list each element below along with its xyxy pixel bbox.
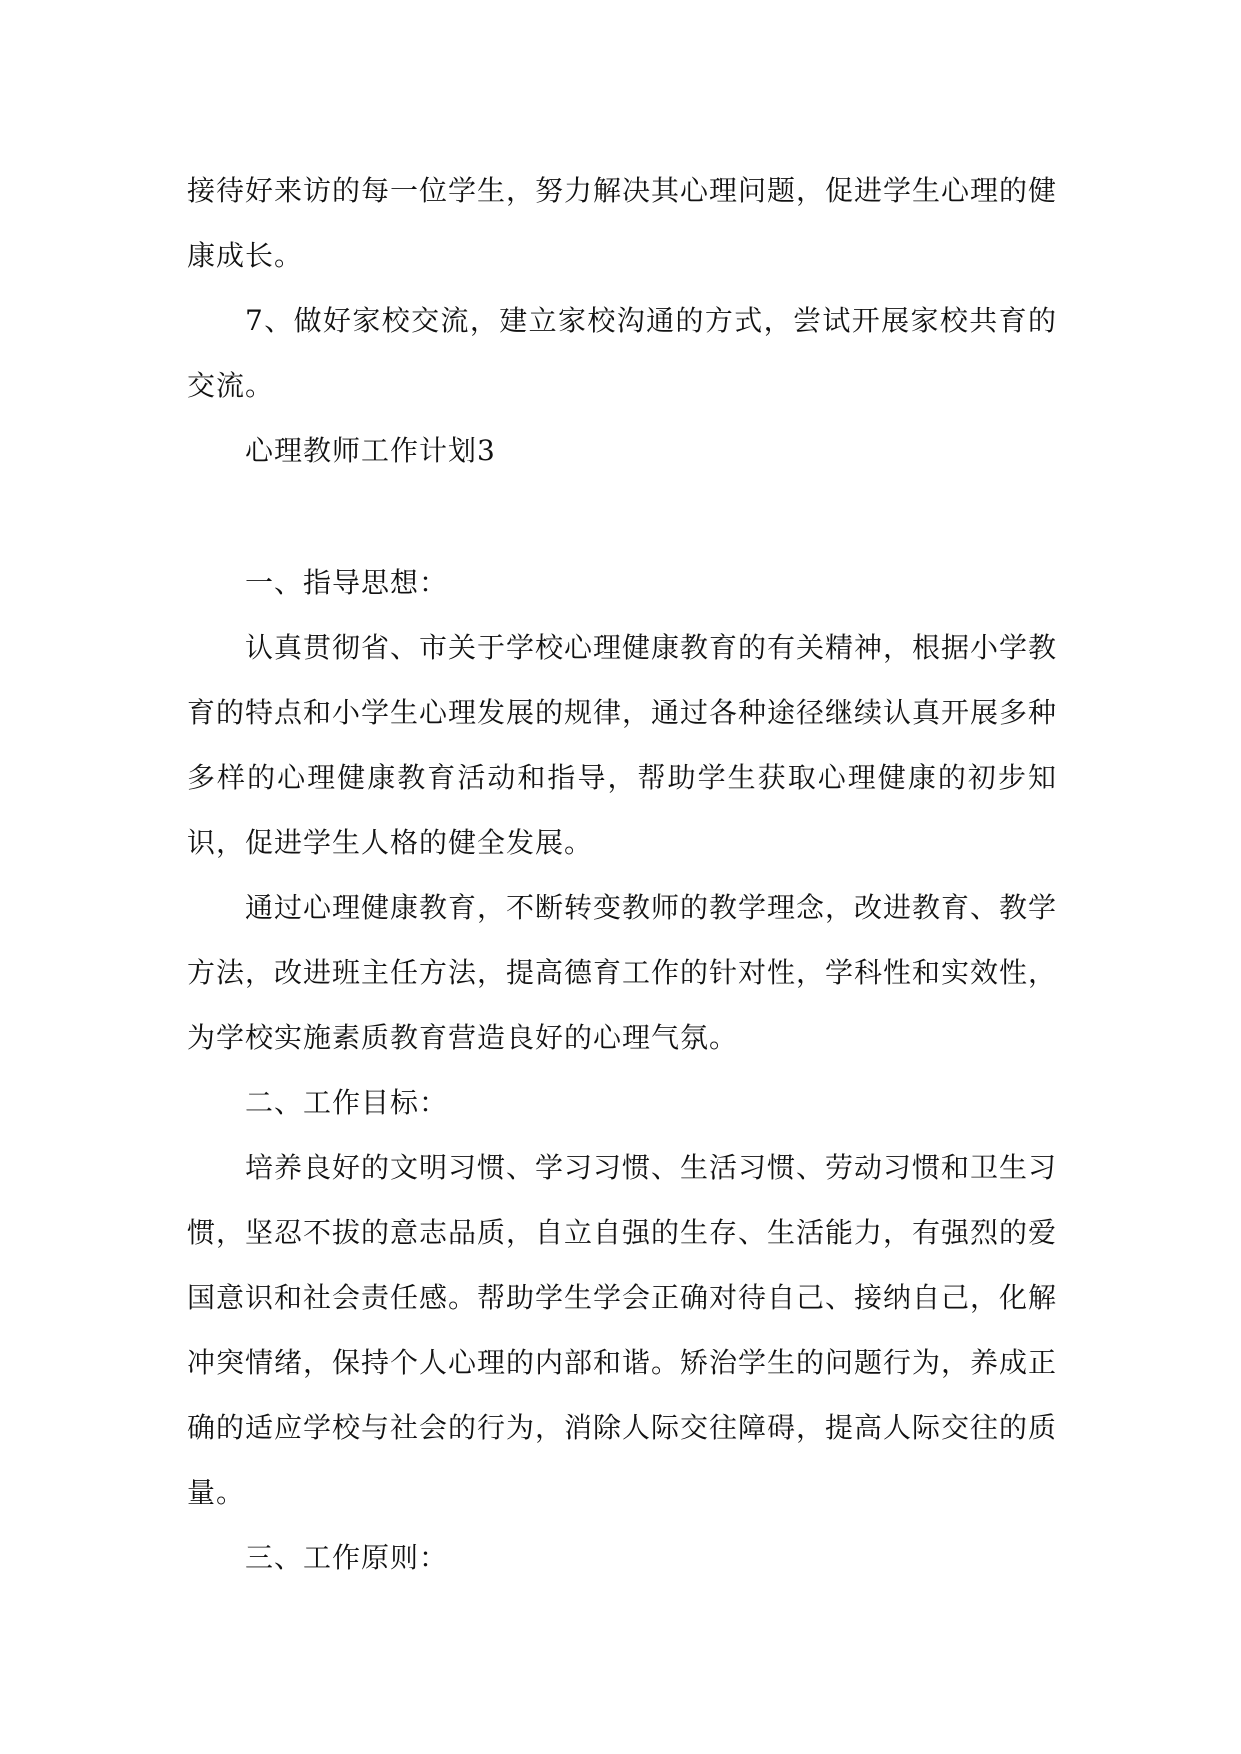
paragraph-guiding-ideology-2: 通过心理健康教育，不断转变教师的教学理念，改进教育、教学方法，改进班主任方法，提高德育工作的针对性，学科性和实效性，为学校实施素质教育营造良好的心理气氛。 [187,891,1058,1054]
paragraph-item-7: 7、做好家校交流，建立家校沟通的方式，尝试开展家校共育的交流。 [187,304,1057,402]
document-body [187,158,1057,1590]
subheading-work-principles: 三、工作原则： [245,1541,449,1574]
paragraph-guiding-ideology-1: 认真贯彻省、市关于学校心理健康教育的有关精神，根据小学教育的特点和小学生心理发展的规律，通过各种途径继续认真开展多种多样的心理健康教育活动和指导，帮助学生获取心理健康的初步知识，促进学生人格的健全发展。 [187,631,1058,859]
blank-line [187,483,1057,550]
paragraph-continuation: 接待好来访的每一位学生，努力解决其心理问题，促进学生心理的健康成长。 [187,174,1058,272]
subheading-guiding-ideology: 一、指导思想： [245,566,449,599]
paragraph-work-goals: 培养良好的文明习惯、学习习惯、生活习惯、劳动习惯和卫生习惯，坚忍不拔的意志品质，自立自强的生存、生活能力，有强烈的爱国意识和社会责任感。帮助学生学会正确对待自己、接纳自己，化解冲突情绪，保持个人心理的内部和谐。矫治学生的问题行为，养成正确的适应学校与社会的行为，消除人际交往障碍，提高人际交往的质量。 [187,1151,1058,1509]
section-heading: 心理教师工作计划3 [245,434,496,467]
subheading-work-goals: 二、工作目标： [245,1086,449,1119]
